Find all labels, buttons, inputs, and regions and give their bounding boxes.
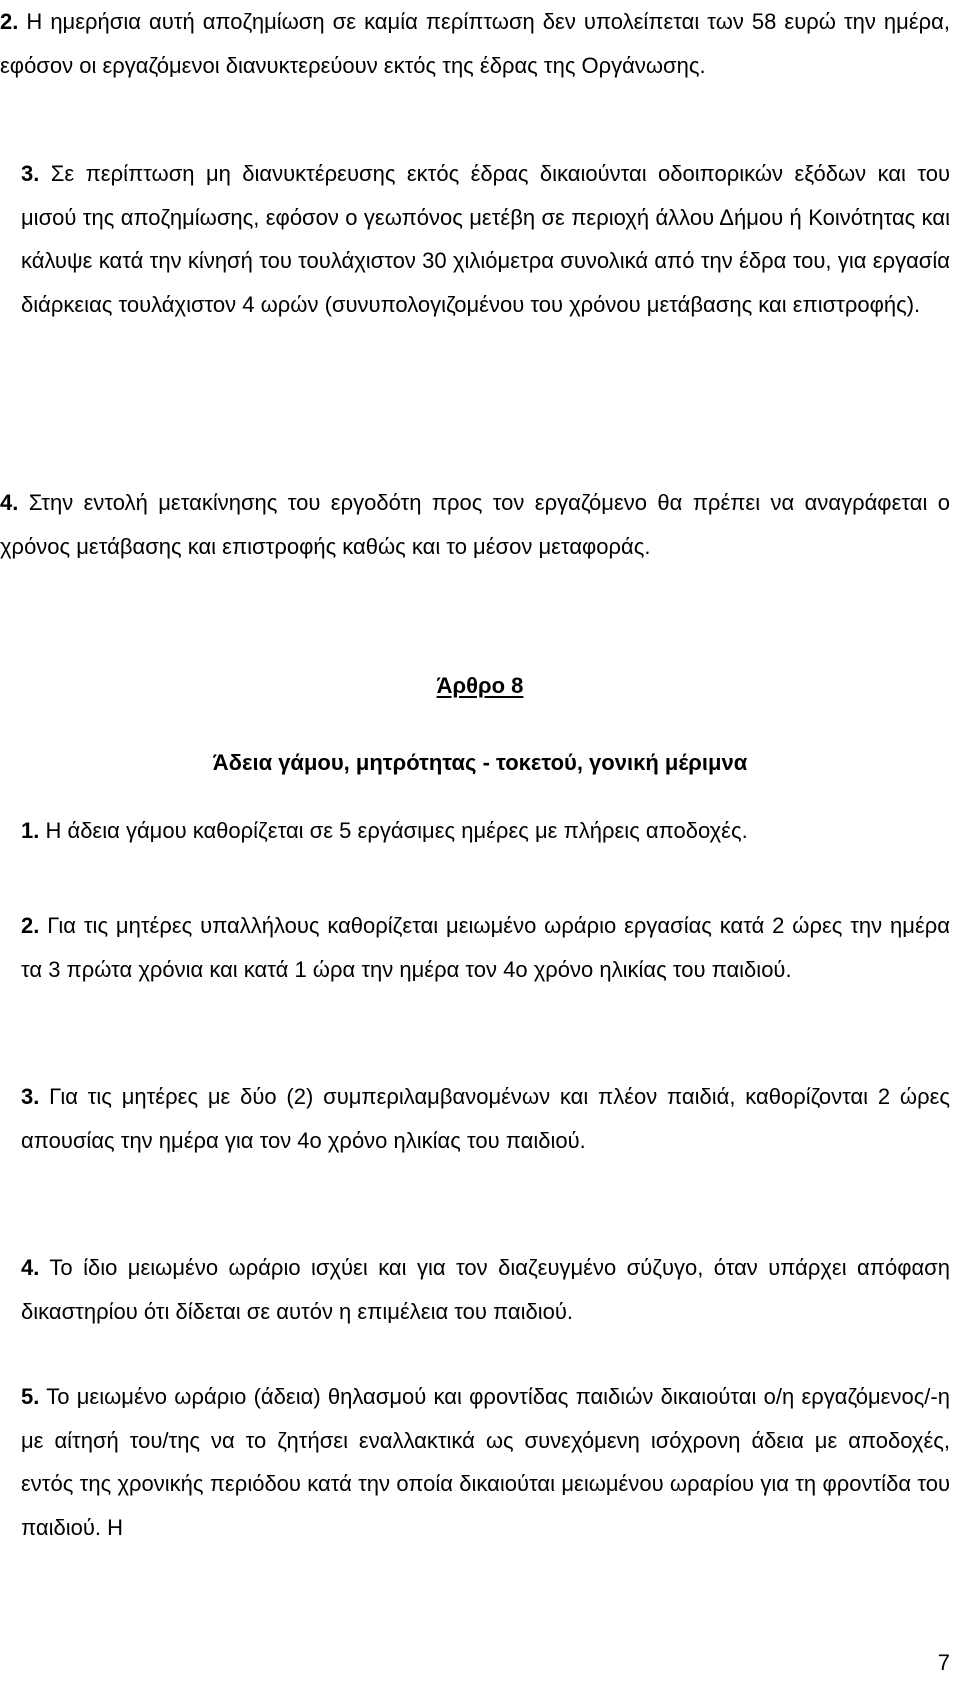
paragraph-pre-3 bbox=[0, 152, 950, 326]
article-title: Άρθρο 8 bbox=[436, 673, 524, 698]
paragraph-number: 2. bbox=[0, 9, 19, 34]
paragraph-pre-4 bbox=[0, 481, 950, 568]
paragraph-number: 5. bbox=[21, 1384, 40, 1409]
paragraph-art8-3 bbox=[0, 1075, 950, 1162]
paragraph-number: 2. bbox=[21, 913, 40, 938]
paragraph-art8-2 bbox=[0, 904, 950, 991]
page-number: 7 bbox=[937, 1650, 950, 1675]
article-subtitle: Άδεια γάμου, μητρότητας - τοκετού, γονική μέριμνα bbox=[212, 750, 748, 775]
paragraph-pre-2 bbox=[0, 0, 950, 87]
paragraph-text: Για τις μητέρες με δύο (2) συμπεριλαμβανομένων και πλέον παιδιά, καθορίζονται 2 ώρες απουσίας την ημέρα για τον 4ο χρόνο ηλικίας του παιδιού. bbox=[21, 1084, 950, 1153]
paragraph-art8-5 bbox=[0, 1375, 950, 1549]
paragraph-number: 1. bbox=[21, 818, 40, 843]
paragraph-text: Η άδεια γάμου καθορίζεται σε 5 εργάσιμες ημέρες με πλήρεις αποδοχές. bbox=[39, 818, 748, 843]
paragraph-text: Το ίδιο μειωμένο ωράριο ισχύει και για τον διαζευγμένο σύζυγο, όταν υπάρχει απόφαση δικαστηρίου ότι δίδεται σε αυτόν η επιμέλεια του παιδιού. bbox=[21, 1255, 950, 1324]
paragraph-text: Στην εντολή μετακίνησης του εργοδότη προς τον εργαζόμενο θα πρέπει να αναγράφεται ο χρόνος μετάβασης και επιστροφής καθώς και το μέσον μεταφοράς. bbox=[0, 490, 950, 559]
paragraph-number: 3. bbox=[21, 161, 40, 186]
paragraph-art8-4 bbox=[0, 1246, 950, 1333]
paragraph-text: Το μειωμένο ωράριο (άδεια) θηλασμού και φροντίδας παιδιών δικαιούται ο/η εργαζόμενος/-η με αίτησή του/της να το ζητήσει εναλλακτικά ως συνεχόμενη ισόχρονη άδεια με αποδοχές, εντός της χρονικής περιόδου κατά την οποία δικαιούται μειωμένου ωραρίου για τη φροντίδα του παιδιού. Η bbox=[21, 1384, 950, 1540]
paragraph-number: 4. bbox=[21, 1255, 40, 1280]
paragraph-text: Για τις μητέρες υπαλλήλους καθορίζεται μειωμένο ωράριο εργασίας κατά 2 ώρες την ημέρα τα 3 πρώτα χρόνια και κατά 1 ώρα την ημέρα τον 4ο χρόνο ηλικίας του παιδιού. bbox=[21, 913, 950, 982]
paragraph-number: 4. bbox=[0, 490, 19, 515]
paragraph-number: 3. bbox=[21, 1084, 40, 1109]
paragraph-text: Η ημερήσια αυτή αποζημίωση σε καμία περίπτωση δεν υπολείπεται των 58 ευρώ την ημέρα, εφόσον οι εργαζόμενοι διανυκτερεύουν εκτός της έδρας της Οργάνωσης. bbox=[0, 9, 950, 78]
paragraph-art8-1 bbox=[0, 809, 950, 853]
paragraph-text: Σε περίπτωση μη διανυκτέρευσης εκτός έδρας δικαιούνται οδοιπορικών εξόδων και του μισού της αποζημίωσης, εφόσον ο γεωπόνος μετέβη σε περιοχή άλλου Δήμου ή Κοινότητας και κάλυψε κατά την κίνησή του τουλάχιστον 30 χιλιόμετρα συνολικά από την έδρα του, για εργασία διάρκειας τουλάχιστον 4 ωρών (συνυπολογιζομένου του χρόνου μετάβασης και επιστροφής). bbox=[21, 161, 950, 317]
